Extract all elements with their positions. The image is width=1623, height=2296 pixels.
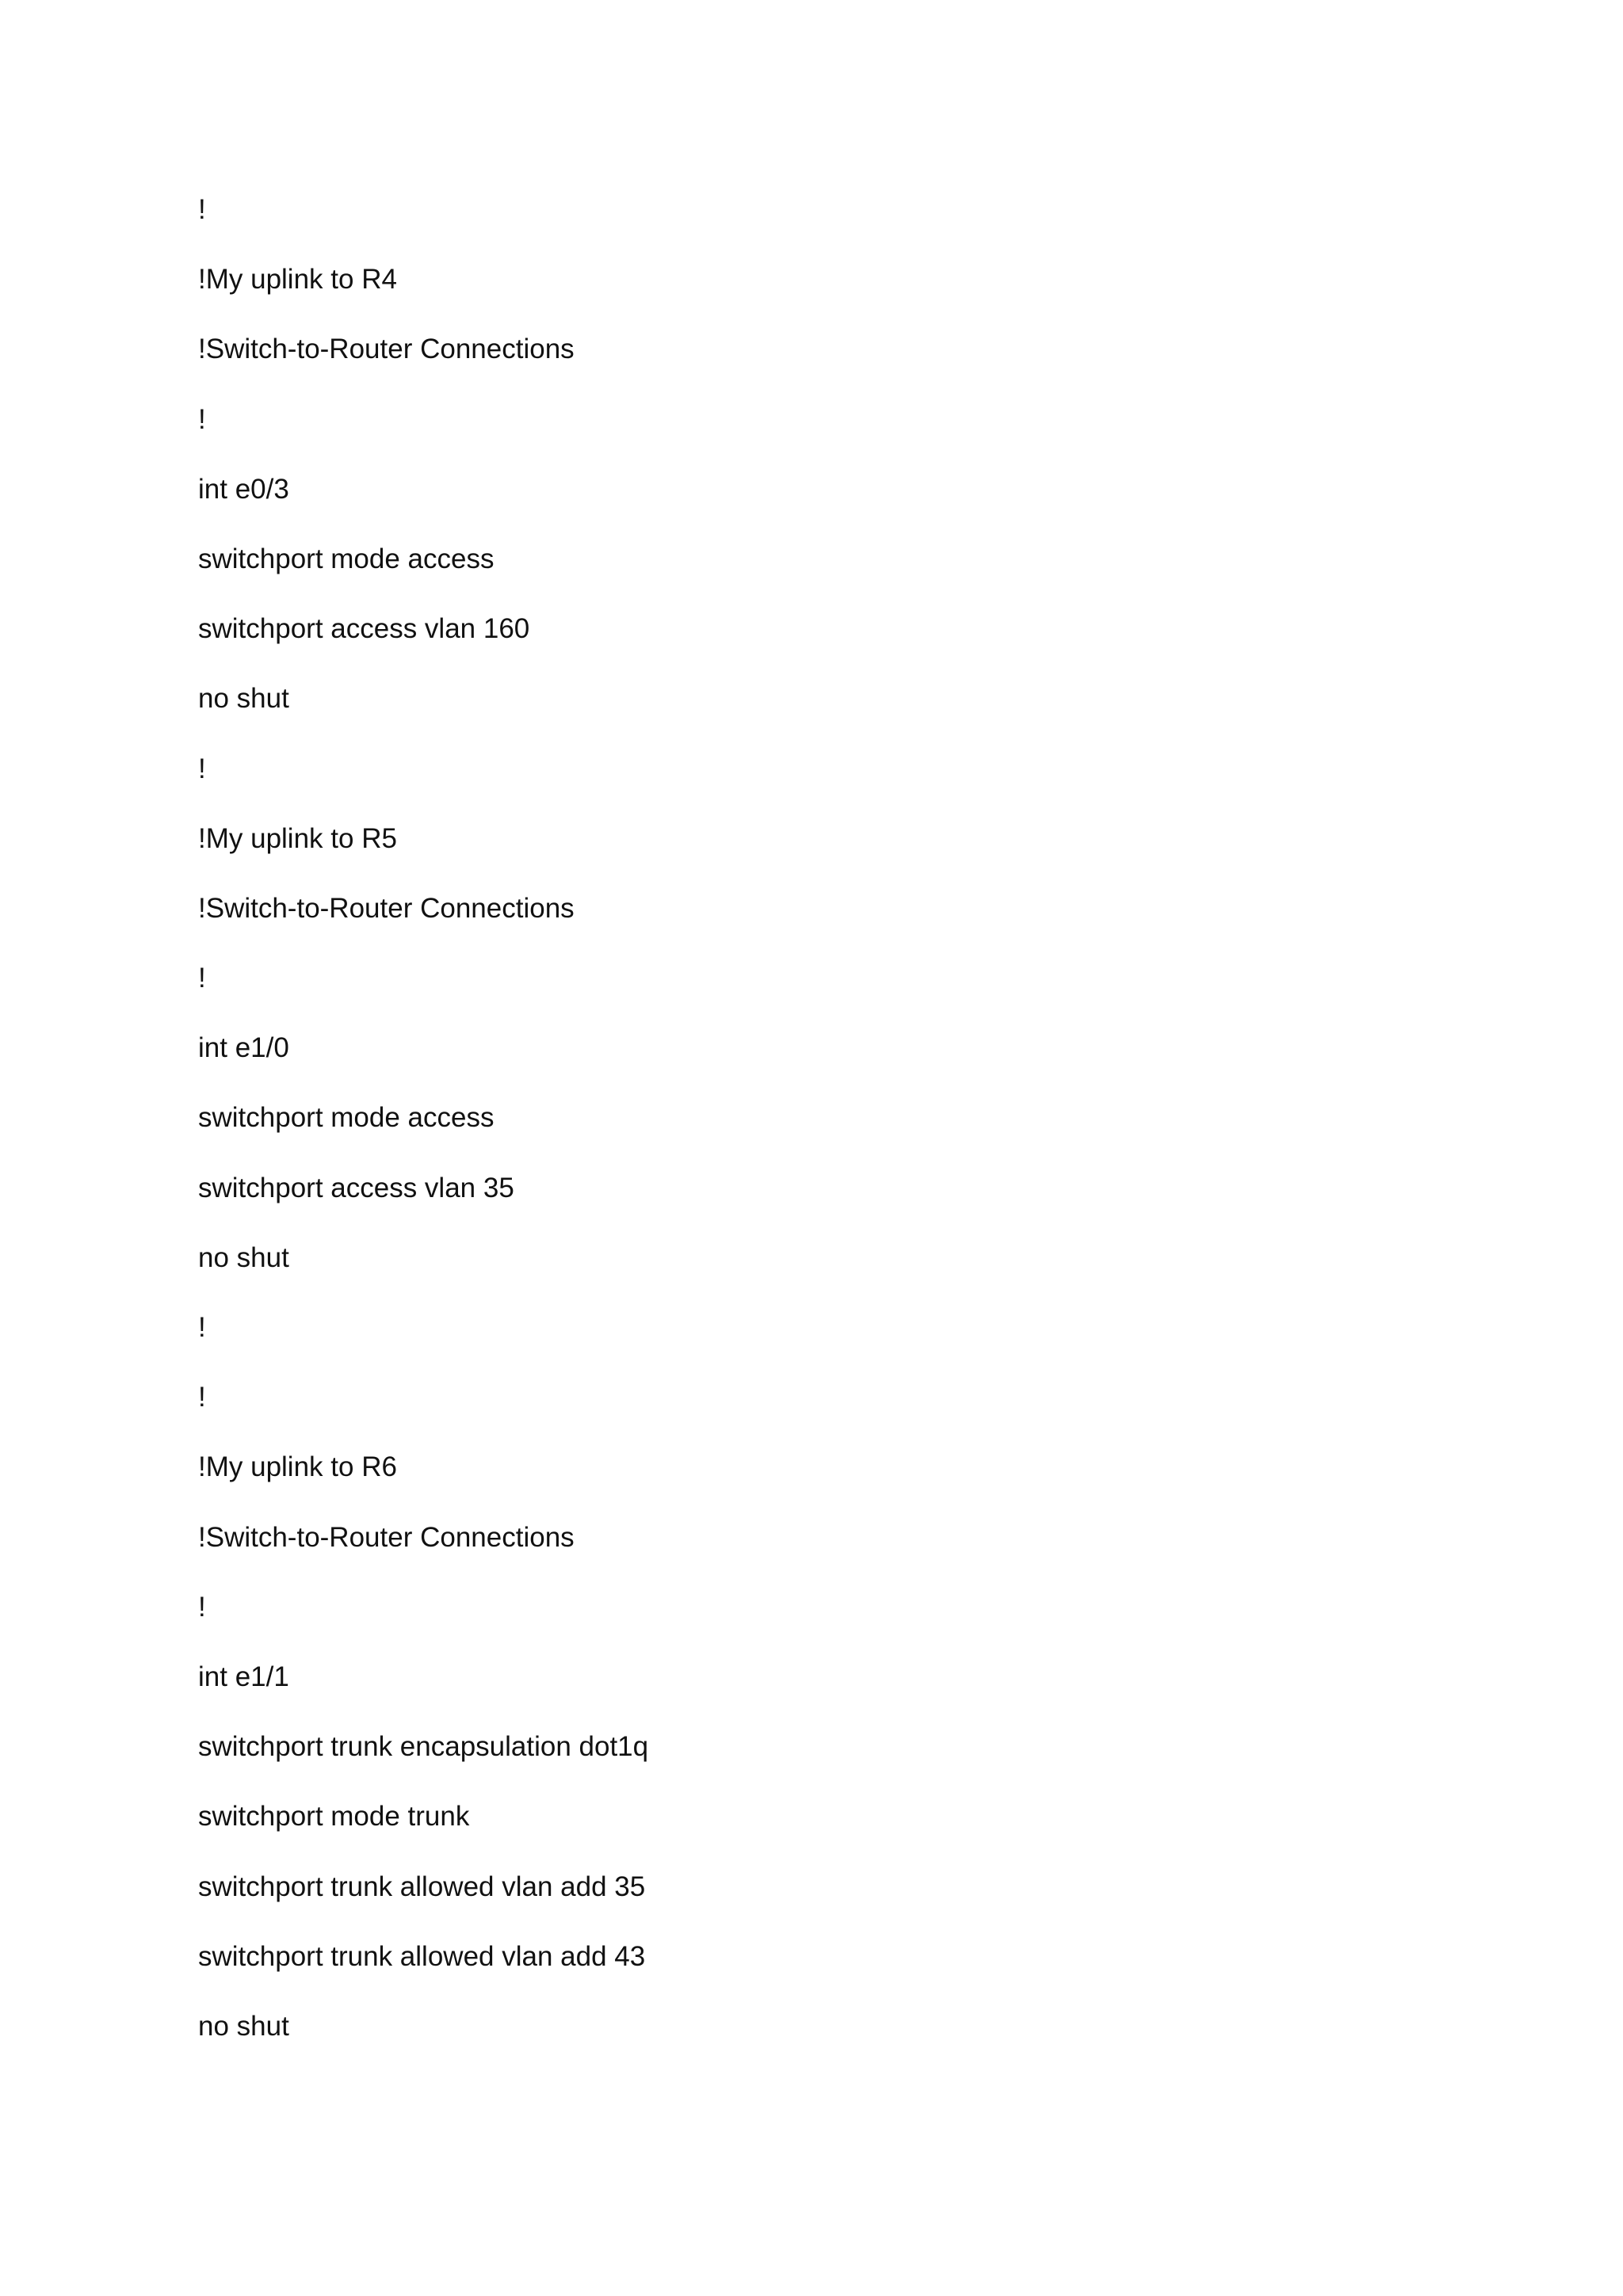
config-line: !My uplink to R4 [198, 264, 397, 296]
config-line: int e1/0 [198, 1032, 289, 1064]
config-line: ! [198, 194, 206, 225]
config-line: !My uplink to R5 [198, 822, 397, 854]
config-listing [198, 194, 648, 2081]
config-line: ! [198, 1382, 206, 1413]
config-line: switchport access vlan 160 [198, 613, 530, 645]
config-line: switchport mode access [198, 1102, 495, 1134]
config-line: no shut [198, 2010, 289, 2042]
config-line: ! [198, 963, 206, 994]
config-line: switchport mode trunk [198, 1801, 470, 1833]
config-line: !My uplink to R6 [198, 1451, 397, 1483]
config-line: int e0/3 [198, 473, 289, 505]
config-line: !Switch-to-Router Connections [198, 892, 575, 924]
config-line: switchport access vlan 35 [198, 1172, 514, 1203]
config-line: ! [198, 1312, 206, 1343]
config-line: switchport trunk allowed vlan add 35 [198, 1871, 646, 1902]
config-line: !Switch-to-Router Connections [198, 1521, 575, 1553]
config-line: !Switch-to-Router Connections [198, 334, 575, 365]
config-line: int e1/1 [198, 1661, 289, 1692]
config-line: ! [198, 753, 206, 784]
config-line: switchport trunk encapsulation dot1q [198, 1731, 649, 1763]
config-line: no shut [198, 683, 289, 715]
config-line: no shut [198, 1241, 289, 1273]
config-line: switchport mode access [198, 543, 495, 574]
config-line: ! [198, 1591, 206, 1623]
config-line: switchport trunk allowed vlan add 43 [198, 1940, 646, 1972]
config-line: ! [198, 403, 206, 435]
